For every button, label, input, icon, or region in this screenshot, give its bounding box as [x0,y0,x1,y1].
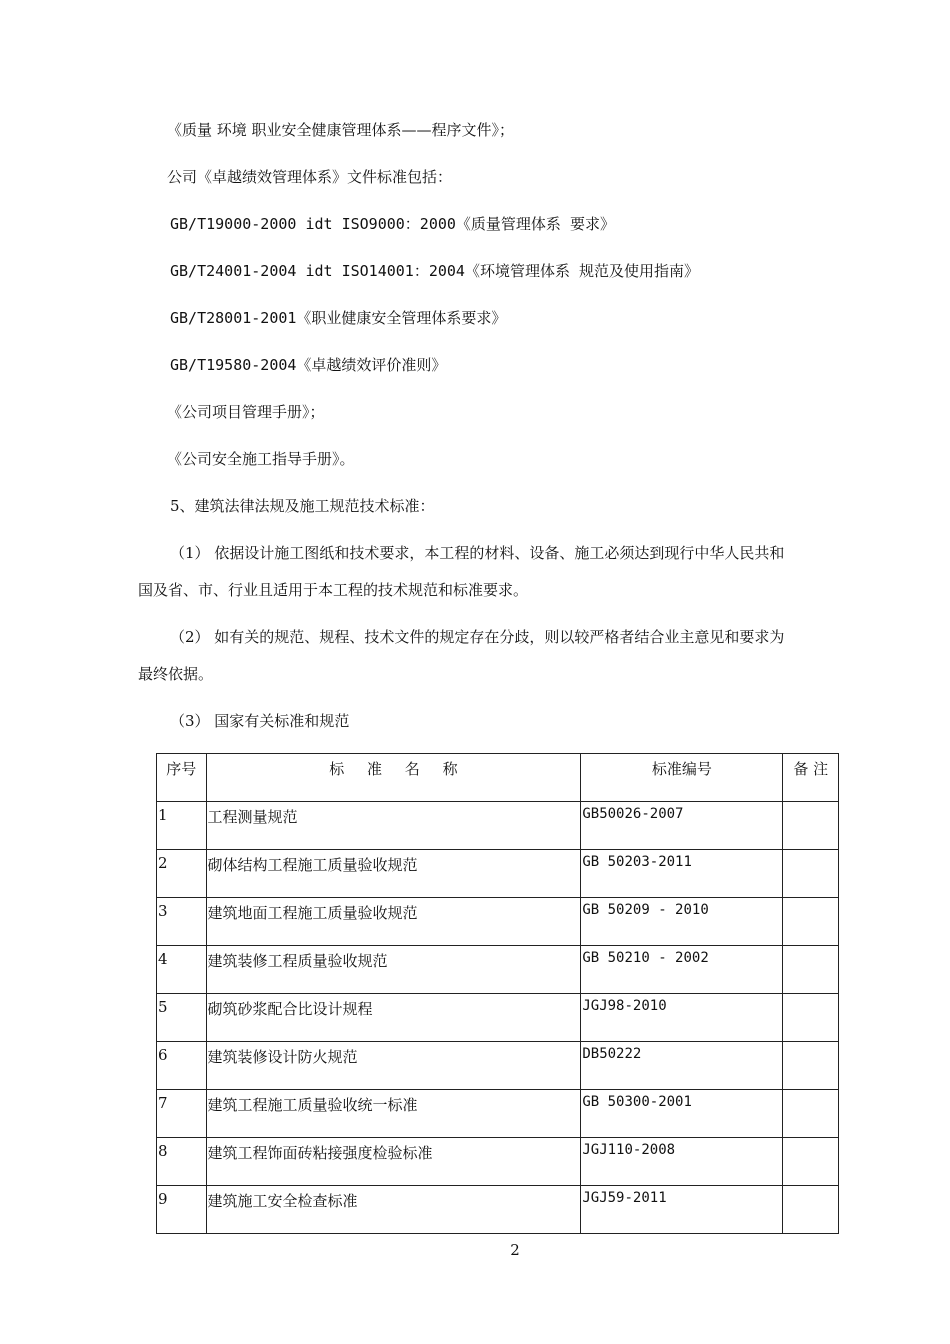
paragraph-gb19000: GB/T19000-2000 idt ISO9000：2000《质量管理体系 要求》 [170,215,615,233]
cell-name: 建筑地面工程施工质量验收规范 [206,898,581,946]
cell-code: DB50222 [581,1042,783,1090]
cell-index: 6 [157,1042,207,1090]
cell-index: 2 [157,850,207,898]
table-header-row [157,754,839,802]
cell-name: 砌筑砂浆配合比设计规程 [206,994,581,1042]
table-row [157,850,839,898]
page-number: 2 [510,1241,520,1259]
cell-code: GB 50203-2011 [581,850,783,898]
cell-remark [783,898,839,946]
header-code: 标准编号 [581,754,783,802]
cell-name: 砌体结构工程施工质量验收规范 [206,850,581,898]
paragraph-excellence-system: 公司《卓越绩效管理体系》文件标准包括： [167,168,453,186]
paragraph-item-1-line-2: 国及省、市、行业且适用于本工程的技术规范和标准要求。 [138,581,529,599]
table-row [157,946,839,994]
cell-remark [783,1090,839,1138]
cell-index: 8 [157,1138,207,1186]
cell-code: JGJ59-2011 [581,1186,783,1234]
cell-name: 工程测量规范 [206,802,581,850]
cell-remark [783,994,839,1042]
table-row [157,1090,839,1138]
paragraph-project-manual: 《公司项目管理手册》； [167,403,325,421]
cell-name: 建筑施工安全检查标准 [206,1186,581,1234]
cell-index: 9 [157,1186,207,1234]
table-row [157,1186,839,1234]
cell-remark [783,1042,839,1090]
paragraph-item-1-line-1: （1） 依据设计施工图纸和技术要求，本工程的材料、设备、施工必须达到现行中华人民共和 [170,544,785,562]
cell-name: 建筑工程饰面砖粘接强度检验标准 [206,1138,581,1186]
standards-table [156,753,839,1234]
paragraph-item-2-line-1: （2） 如有关的规范、规程、技术文件的规定存在分歧，则以较严格者结合业主意见和要求为 [170,628,785,646]
table-row [157,1138,839,1186]
cell-name: 建筑装修工程质量验收规范 [206,946,581,994]
cell-index: 3 [157,898,207,946]
header-name: 标 准 名 称 [206,754,581,802]
cell-remark [783,1138,839,1186]
cell-code: JGJ98-2010 [581,994,783,1042]
cell-code: GB 50210 - 2002 [581,946,783,994]
table-row [157,1042,839,1090]
cell-index: 4 [157,946,207,994]
paragraph-procedure-docs: 《质量 环境 职业安全健康管理体系——程序文件》； [167,121,515,139]
cell-remark [783,946,839,994]
cell-index: 1 [157,802,207,850]
table-row [157,802,839,850]
cell-index: 7 [157,1090,207,1138]
cell-code: GB 50209 - 2010 [581,898,783,946]
cell-code: GB 50300-2001 [581,1090,783,1138]
paragraph-gb19580: GB/T19580-2004《卓越绩效评价准则》 [170,356,447,374]
table-row [157,898,839,946]
cell-name: 建筑工程施工质量验收统一标准 [206,1090,581,1138]
paragraph-gb24001: GB/T24001-2004 idt ISO14001：2004《环境管理体系 规范及使用指南》 [170,262,699,280]
cell-index: 5 [157,994,207,1042]
paragraph-item-3: （3） 国家有关标准和规范 [170,712,350,730]
paragraph-safety-manual: 《公司安全施工指导手册》。 [167,450,355,468]
cell-remark [783,802,839,850]
cell-code: GB50026-2007 [581,802,783,850]
cell-remark [783,850,839,898]
section-heading-5: 5、建筑法律法规及施工规范技术标准： [170,497,435,515]
cell-code: JGJ110-2008 [581,1138,783,1186]
header-index: 序号 [157,754,207,802]
paragraph-gb28001: GB/T28001-2001《职业健康安全管理体系要求》 [170,309,507,327]
cell-name: 建筑装修设计防火规范 [206,1042,581,1090]
paragraph-item-2-line-2: 最终依据。 [138,665,214,683]
table-row [157,994,839,1042]
cell-remark [783,1186,839,1234]
header-remark: 备 注 [783,754,839,802]
